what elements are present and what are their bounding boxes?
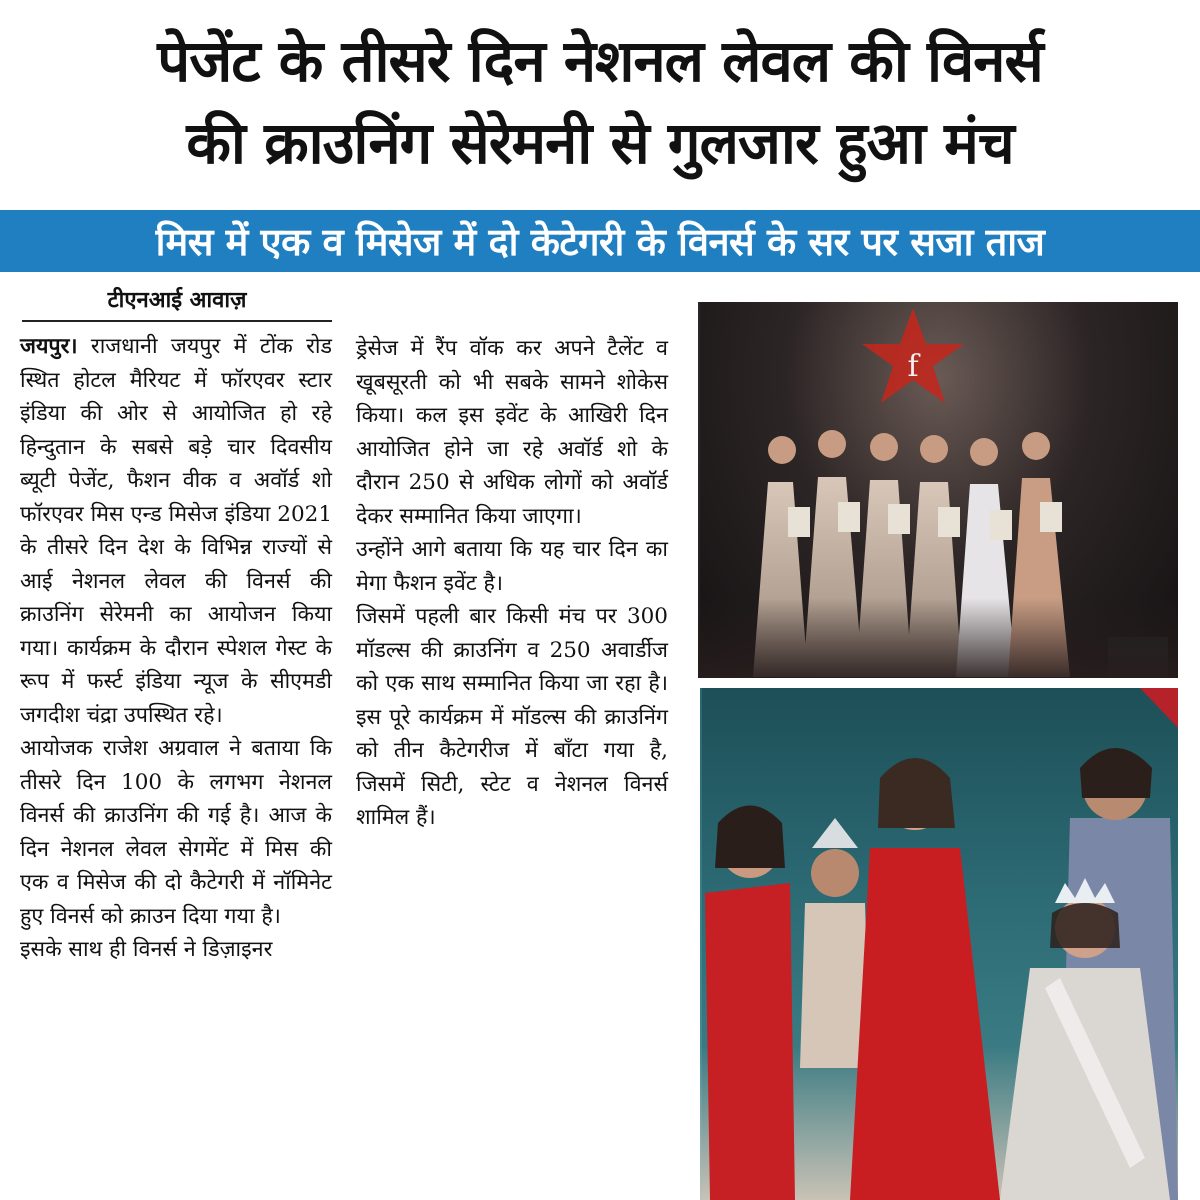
winners-lineup-photo [698, 302, 1178, 678]
paragraph-text: इसके साथ ही विनर्स ने डिज़ाइनर [20, 937, 273, 962]
subheadline-banner [0, 210, 1200, 272]
article-paragraph: जिसमें पहली बार किसी मंच पर 300 मॉडल्स की क्राउनिंग व 250 अवार्डीज को एक साथ सम्मानित किया जा रहा है। इस पूरे कार्यक्रम में मॉडल्स की क्राउनिंग को तीन कैटेगरीज में बाँटा गया है, जिसमें सिटी, स्टेट व नेशनल विनर्स शामिल हैं। [356, 604, 668, 830]
headline-line-1: पेजेंट के तीसरे दिन नेशनल लेवल की विनर्स [157, 27, 1043, 95]
article-paragraph [20, 330, 332, 732]
article-paragraph: उन्होंने आगे बताया कि यह चार दिन का मेगा फैशन इवेंट है। [356, 537, 668, 596]
article-paragraph [20, 732, 332, 933]
headline [40, 20, 1160, 184]
article-column-2 [356, 332, 668, 835]
article-column-1 [20, 330, 332, 967]
subheadline-text: मिस में एक व मिसेज में दो केटेगरी के विनर्स के सर पर सजा ताज [155, 220, 1045, 264]
headline-line-2: की क्राउनिंग सेरेमनी से गुलजार हुआ मंच [186, 109, 1014, 177]
star-logo-letter: f [907, 349, 919, 384]
stage-floor [698, 598, 1178, 678]
dateline: जयपुर। [20, 334, 78, 359]
article-paragraph [20, 933, 332, 967]
article-paragraph: ड्रेसेज में रैंप वॉक कर अपने टैलेंट व खूबसूरती को भी सबके सामने शोकेस किया। कल इस इवेंट के आखिरी दिन आयोजित होने जा रहे अवॉर्ड शो के दौरान 250 से अधिक लोगों को अवॉर्ड देकर सम्मानित किया जाएगा। [356, 336, 668, 529]
paragraph-text: राजधानी जयपुर में टोंक रोड स्थित होटल मैरियट में फॉरएवर स्टार इंडिया की ओर से आयोजित हो रहे हिन्दुतान के सबसे बड़े चार दिवसीय ब्यूटी पेजेंट, फैशन वीक व अवॉर्ड शो फॉरएवर मिस एन्ड मिसेज इंडिया 2021 के तीसरे दिन देश के विभिन्न राज्यों से आई नेशनल लेवल की विनर्स की क्राउनिंग सेरेमनी का आयोजन किया गया। कार्यक्रम के दौरान स्पेशल गेस्ट के रूप में फर्स्ट इंडिया न्यूज के सीएमडी जगदीश चंद्रा उपस्थित रहे। [20, 334, 332, 728]
crowning-ceremony-photo [700, 688, 1178, 1200]
ceremony-figures [700, 688, 1178, 1200]
byline: टीएनआई आवाज़ [22, 284, 332, 322]
paragraph-text: आयोजक राजेश अग्रवाल ने बताया कि तीसरे दिन 100 के लगभग नेशनल विनर्स की क्राउनिंग की गई है। आज के दिन नेशनल लेवल सेगमेंट में मिस की एक व मिसेज की दो कैटेगरी में नॉमिनेट हुए विनर्स को क्राउन दिया गया है। [20, 736, 332, 929]
